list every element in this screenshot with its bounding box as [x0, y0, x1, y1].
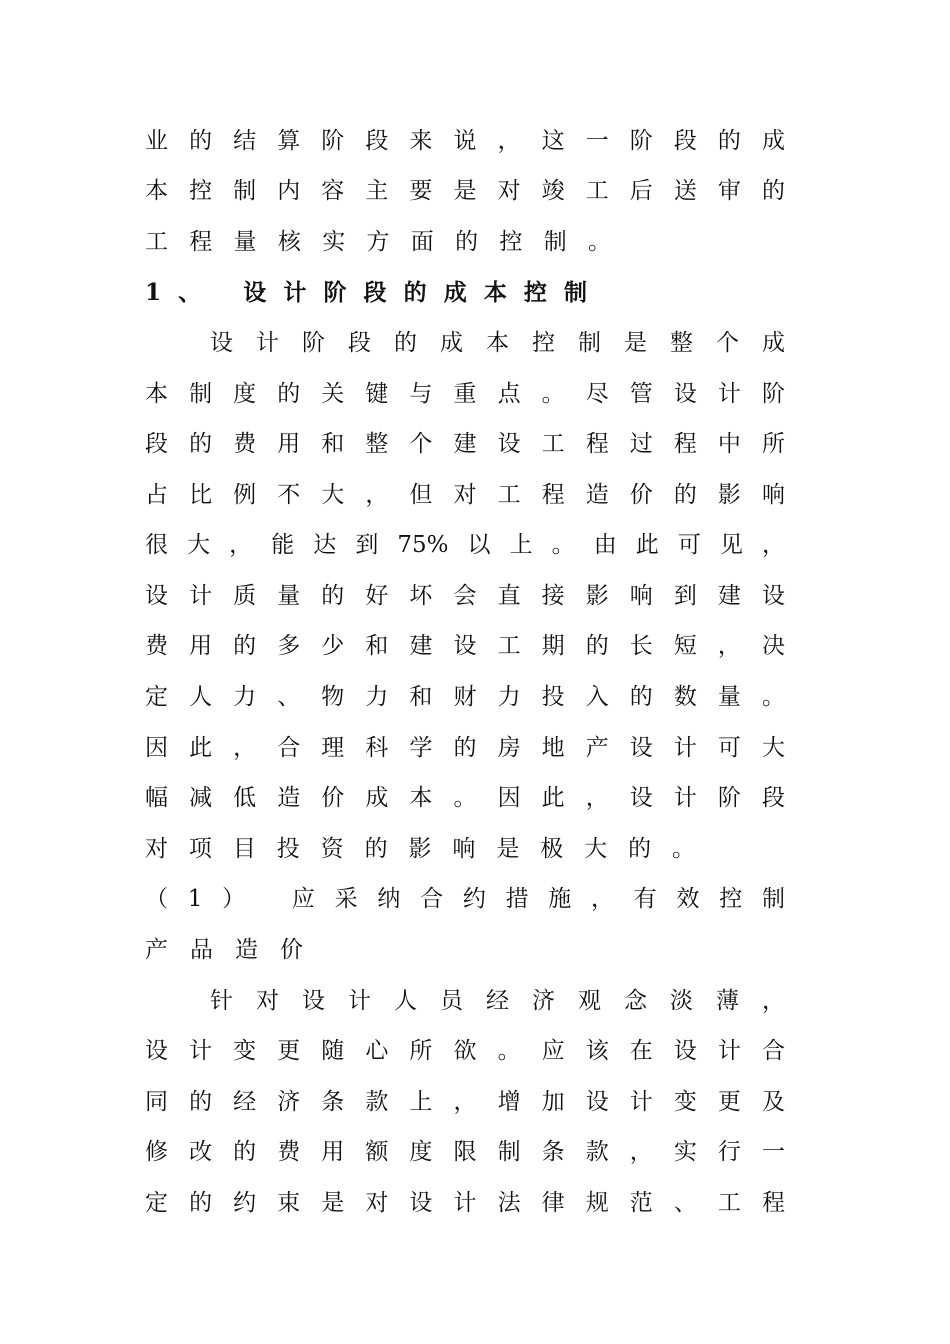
- paragraph-line: 设计质量的好坏会直接影响到建设: [145, 583, 785, 609]
- paragraph-line: 业的结算阶段来说，这一阶段的成: [145, 128, 785, 154]
- paragraph-line: 设计变更随心所欲。应该在设计合: [145, 1038, 785, 1064]
- section-heading: 1、 设计阶段的成本控制: [145, 279, 587, 306]
- paragraph-line: 工程量核实方面的控制。: [145, 229, 611, 255]
- paragraph-line: 本制度的关键与重点。尽管设计阶: [145, 381, 785, 407]
- paragraph-line: 本控制内容主要是对竣工后送审的: [145, 178, 785, 204]
- paragraph-line: 段的费用和整个建设工程过程中所: [145, 431, 785, 457]
- paragraph-line: 定人力、物力和财力投入的数量。: [145, 684, 785, 710]
- paragraph-line: 针对设计人员经济观念淡薄，: [210, 988, 785, 1014]
- paragraph-line: 因此，合理科学的房地产设计可大: [145, 735, 785, 761]
- paragraph-line: 很大，能达到75%以上。由此可见，: [145, 532, 785, 558]
- paragraph-line: 幅减低造价成本。因此，设计阶段: [145, 785, 785, 811]
- paragraph-line: 定的约束是对设计法律规范、工程: [145, 1190, 785, 1216]
- paragraph-line: 设计阶段的成本控制是整个成: [210, 330, 785, 356]
- paragraph-line: 费用的多少和建设工期的长短，决: [145, 633, 785, 659]
- paragraph-line: 占比例不大，但对工程造价的影响: [145, 482, 785, 508]
- paragraph-line: 修改的费用额度限制条款，实行一: [145, 1139, 785, 1165]
- paragraph-line: 同的经济条款上，增加设计变更及: [145, 1089, 785, 1115]
- subsection-heading: （1） 应采纳合约措施，有效控制: [145, 886, 785, 912]
- paragraph-line: 对项目投资的影响是极大的。: [145, 836, 695, 862]
- subsection-heading: 产品造价: [145, 937, 303, 963]
